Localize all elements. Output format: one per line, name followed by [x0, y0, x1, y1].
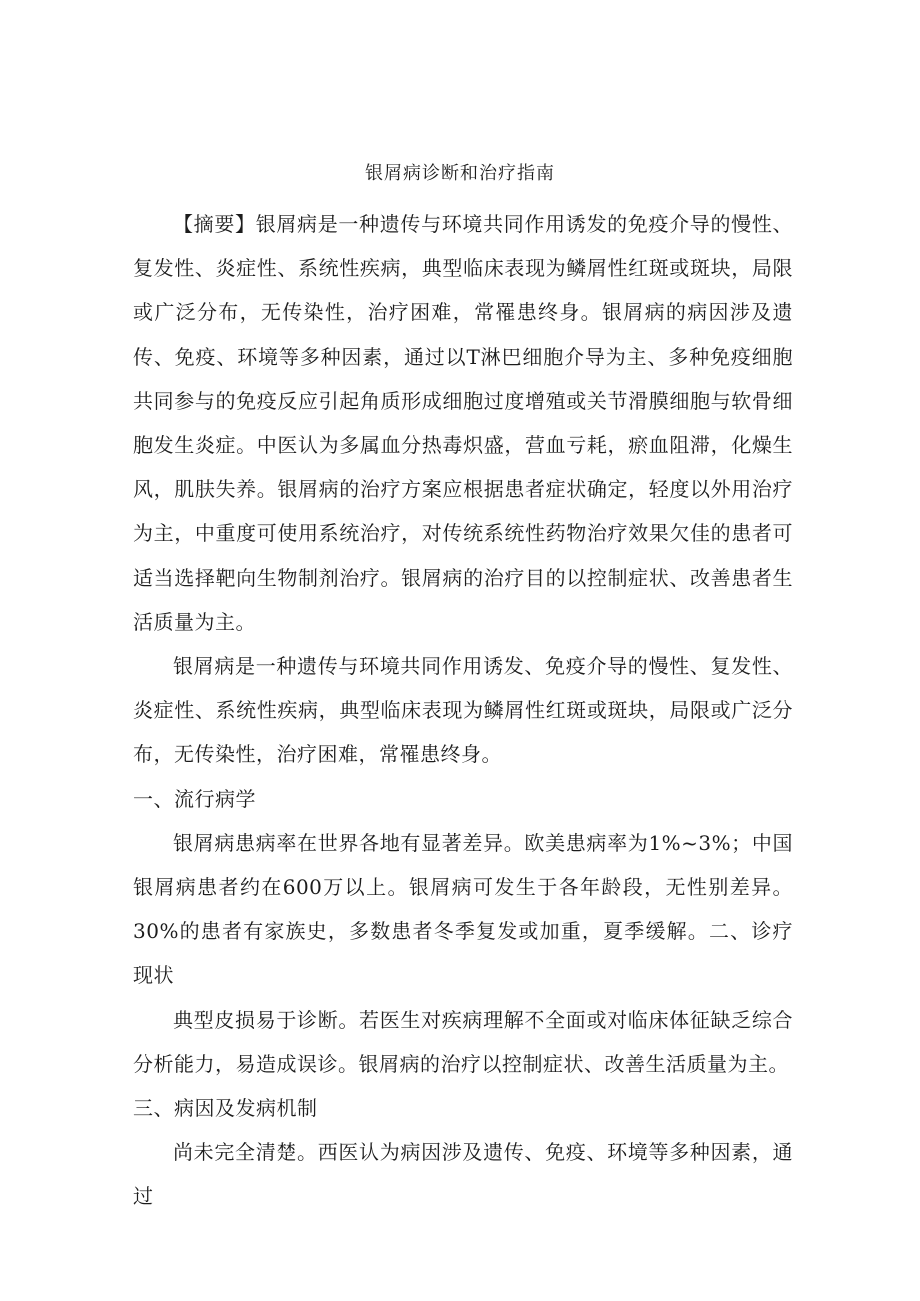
document-title: 银屑病诊断和治疗指南 — [365, 163, 555, 184]
etiology-paragraph: 尚未完全清楚。西医认为病因涉及遗传、免疫、环境等多种因素，通过 — [133, 1140, 793, 1209]
abstract-paragraph: 【摘要】银屑病是一种遗传与环境共同作用诱发的免疫介导的慢性、复发性、炎症性、系统性疾病，典型临床表现为鳞屑性红斑或斑块，局限或广泛分布，无传染性，治疗困难，常罹患终身。银屑病的病因涉及遗传、免疫、环境等多种因素，通过以T淋巴细胞介导为主、多种免疫细胞共同参与的免疫反应引起角质形成细胞过度增殖或关节滑膜细胞与软骨细胞发生炎症。中医认为多属血分热毒炽盛，营血亏耗，瘀血阻滞，化燥生风，肌肤失养。银屑病的治疗方案应根据患者症状确定，轻度以外用治疗为主，中重度可使用系统治疗，对传统系统性药物治疗效果欠佳的患者可适当选择靶向生物制剂治疗。银屑病的治疗目的以控制症状、改善患者生活质量为主。 — [133, 212, 793, 634]
document-body — [133, 202, 793, 1219]
section-heading-etiology: 三、病因及发病机制 — [133, 1096, 318, 1121]
diagnosis-status-paragraph: 典型皮损易于诊断。若医生对疾病理解不全面或对临床体征缺乏综合分析能力，易造成误诊。银屑病的治疗以控制症状、改善生活质量为主。 — [133, 1007, 793, 1076]
section-heading-epidemiology: 一、流行病学 — [133, 786, 256, 811]
epidemiology-paragraph: 银屑病患病率在世界各地有显著差异。欧美患病率为1%~3%；中国银屑病患者约在600万以上。银屑病可发生于各年龄段，无性别差异。30%的患者有家族史，多数患者冬季复发或加重，夏季缓解。二、诊疗现状 — [133, 830, 793, 988]
intro-paragraph: 银屑病是一种遗传与环境共同作用诱发、免疫介导的慢性、复发性、炎症性、系统性疾病，典型临床表现为鳞屑性红斑或斑块，局限或广泛分布，无传染性，治疗困难，常罹患终身。 — [133, 654, 793, 767]
